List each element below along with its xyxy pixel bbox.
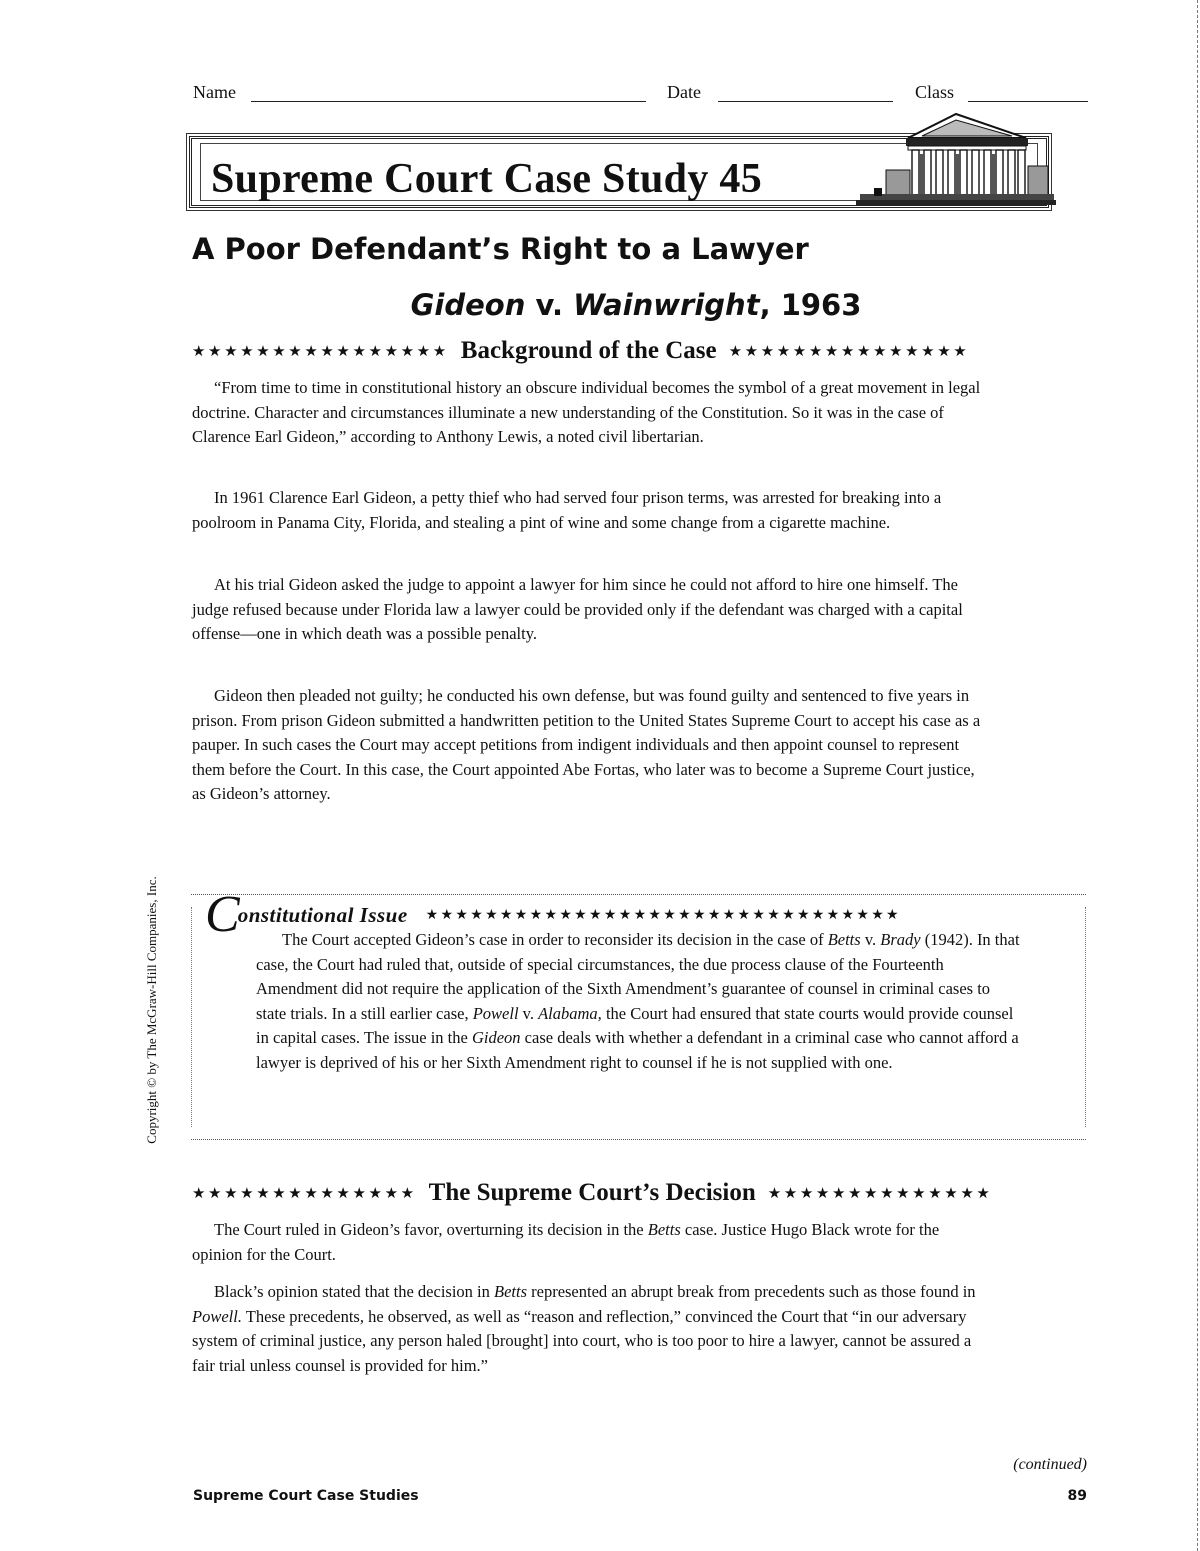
- page-number: 89: [1067, 1488, 1087, 1504]
- background-heading: Background of the Case: [460, 337, 717, 364]
- background-paragraph: At his trial Gideon asked the judge to appoint a lawyer for him since he could not afford to hire one himself. The judge refused because under Florida law a lawyer could be provided only if the defendant was charged with a capital offense—one in which death was a possible penalty.: [192, 575, 963, 643]
- page-title: Supreme Court Case Study 45: [211, 156, 763, 202]
- continued-note: (continued): [1013, 1456, 1087, 1473]
- class-label: Class: [915, 82, 955, 102]
- date-field[interactable]: [718, 101, 893, 102]
- star-divider-left: ★★★★★★★★★★★★★★: [192, 1184, 417, 1202]
- supreme-court-building-icon: [856, 108, 1056, 216]
- scan-edge-divider: [1196, 0, 1198, 1551]
- case-party-1: Gideon: [410, 288, 526, 322]
- star-divider-right: ★★★★★★★★★★★★★★: [767, 1184, 993, 1202]
- case-versus: v.: [525, 288, 574, 322]
- background-paragraph: Gideon then pleaded not guilty; he conducted his own defense, but was found guilty and sentenced to five years in prison. From prison Gideon submitted a handwritten petition to the United States Supreme Court to accept his case as a pauper. In such cases the Court may accept petitions from indigent individuals and then appoint counsel to represent them before the Court. In this case, the Court appointed Abe Fortas, who later was to become a Supreme Court justice, as Gideon’s attorney.: [192, 686, 981, 803]
- case-year: , 1963: [759, 288, 862, 322]
- star-divider-issue: ★★★★★★★★★★★★★★★★★★★★★★★★★★★★★★★★: [425, 907, 901, 923]
- background-paragraph: “From time to time in constitutional history an obscure individual becomes the symbol of a great movement in legal doctrine. Character and circumstances illuminate a new understanding of the Constitution. So it was in the case of Clarence Earl Gideon,” according to Anthony Lewis, a noted civil libertarian.: [192, 378, 981, 446]
- star-divider-left: ★★★★★★★★★★★★★★★★: [192, 342, 449, 360]
- name-label: Name: [193, 82, 236, 102]
- decision-heading-row: [192, 1178, 1087, 1208]
- issue-heading: onstitutional Issue: [237, 902, 408, 927]
- student-info-row: [193, 82, 1088, 108]
- star-divider-right: ★★★★★★★★★★★★★★★: [728, 342, 970, 360]
- decision-paragraph: The Court ruled in Gideon’s favor, overturning its decision in the Betts case. Justice Hugo Black wrote for the opinion for the Court.: [192, 1220, 940, 1264]
- page-subtitle: A Poor Defendant’s Right to a Lawyer: [192, 232, 809, 266]
- class-field[interactable]: [968, 101, 1088, 102]
- decision-heading: The Supreme Court’s Decision: [428, 1179, 756, 1206]
- decision-paragraph: Black’s opinion stated that the decision in Betts represented an abrupt break from precedents such as those found in Powell. These precedents, he observed, as well as “reason and reflection,” convinced the Court that “in our adversary system of criminal justice, any person haled [brought] into court, who is too poor to hire a lawyer, cannot be assured a fair trial unless counsel is provided for him.”: [192, 1282, 976, 1375]
- background-heading-row: [192, 336, 1087, 366]
- case-party-2: Wainwright: [573, 288, 760, 322]
- name-field[interactable]: [251, 101, 646, 102]
- date-label: Date: [667, 82, 701, 102]
- background-paragraph: In 1961 Clarence Earl Gideon, a petty thief who had served four prison terms, was arrested for breaking into a poolroom in Panama City, Florida, and stealing a pint of wine and some change from a cigarette machine.: [192, 488, 942, 532]
- case-name: [0, 288, 1200, 322]
- constitutional-issue-paragraph: The Court accepted Gideon’s case in order to reconsider its decision in the case of Betts v. Brady (1942). In that case, the Court had ruled that, outside of special circumstances, the due process clause of the Fourteenth Amendment did not require the application of the Sixth Amendment’s guarantee of counsel in criminal cases to state trials. In a still earlier case, Powell v. Alabama, the Court had ensured that state courts would provide counsel in capital cases. The issue in the Gideon case deals with whether a defendant in a criminal case who cannot afford a lawyer is deprived of his or her Sixth Amendment right to counsel if he is not supplied with one.: [256, 930, 1020, 1072]
- footer-book-title: Supreme Court Case Studies: [193, 1488, 419, 1504]
- issue-initial: C: [205, 886, 240, 943]
